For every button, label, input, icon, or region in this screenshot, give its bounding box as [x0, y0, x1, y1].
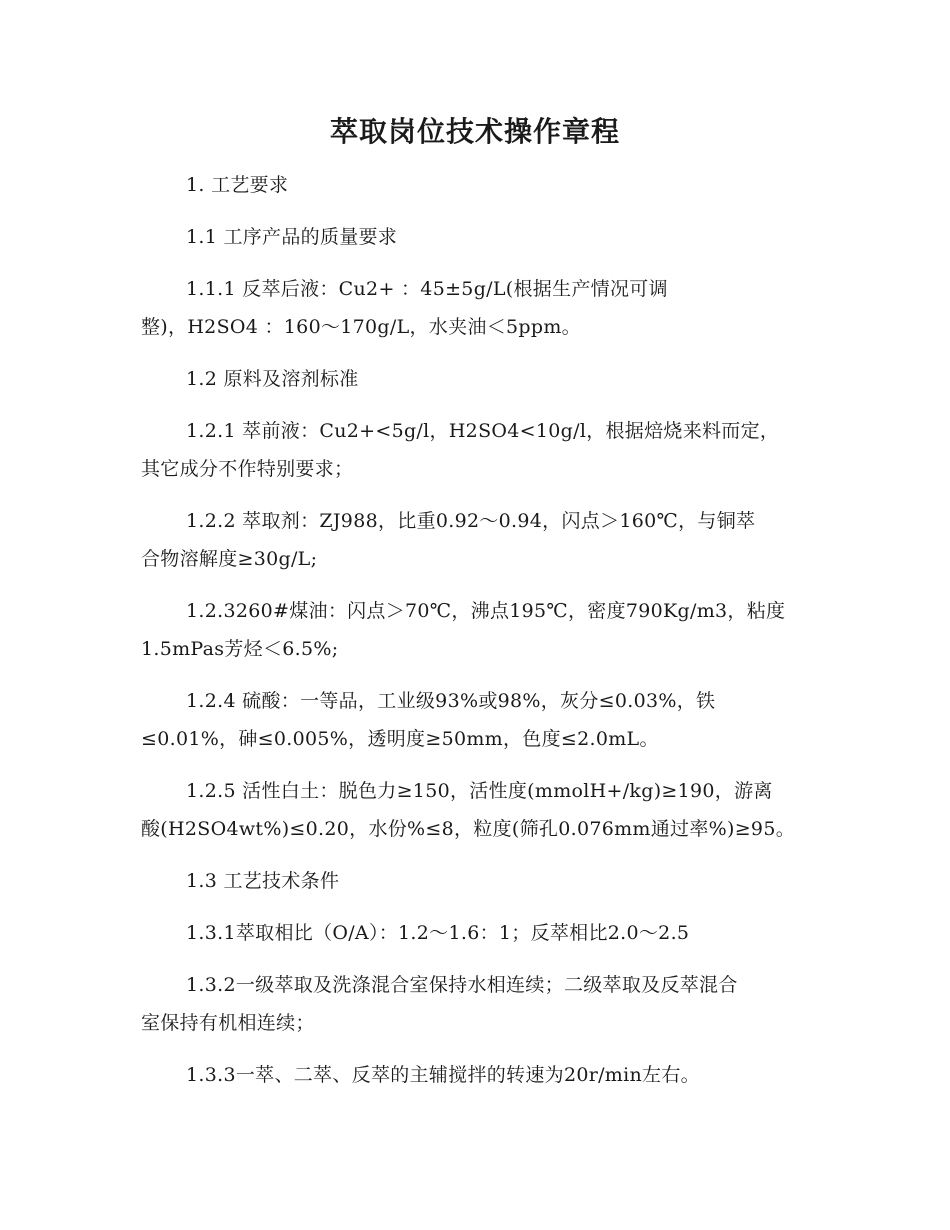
section-heading-1-3: 1.3 工艺技术条件	[186, 870, 340, 892]
paragraph-1-2-1-line2: 其它成分不作特别要求；	[141, 458, 354, 480]
section-heading-1-2: 1.2 原料及溶剂标准	[186, 368, 359, 390]
paragraph-1-2-2-line2: 合物溶解度≥30g/L;	[141, 548, 318, 570]
paragraph-1-2-3-line1: 1.2.3260#煤油：闪点＞70℃，沸点195℃，密度790Kg/m3，粘度	[186, 600, 786, 622]
paragraph-1-1-1-line2: 整)，H2SO4 ：160～170g/L，水夹油＜5ppm。	[141, 316, 581, 338]
paragraph-1-3-2-line1: 1.3.2一级萃取及洗涤混合室保持水相连续；二级萃取及反萃混合	[186, 974, 738, 996]
paragraph-1-3-3: 1.3.3一萃、二萃、反萃的主辅搅拌的转速为20r/min左右。	[186, 1064, 700, 1086]
paragraph-1-3-2-line2: 室保持有机相连续；	[141, 1012, 315, 1034]
document-title: 萃取岗位技术操作章程	[329, 115, 620, 148]
paragraph-1-2-5-line2: 酸(H2SO4wt%)≤0.20，水份%≤8，粒度(筛孔0.076mm通过率%)≥95。	[141, 818, 796, 840]
paragraph-1-2-2-line1: 1.2.2 萃取剂：ZJ988，比重0.92～0.94，闪点＞160℃，与铜萃	[186, 510, 756, 532]
paragraph-1-2-1-line1: 1.2.1 萃前液：Cu2+<5g/l，H2SO4<10g/l，根据焙烧来料而定，	[186, 420, 780, 442]
paragraph-1-2-3-line2: 1.5mPas芳烃＜6.5%;	[141, 638, 339, 660]
paragraph-1-1-1-line1: 1.1.1 反萃后液：Cu2+ ：45±5g/L(根据生产情况可调	[186, 278, 668, 300]
section-heading-1-1: 1.1 工序产品的质量要求	[186, 226, 398, 248]
paragraph-1-2-5-line1: 1.2.5 活性白土：脱色力≥150，活性度(mmolH+/kg)≥190，游离	[186, 780, 773, 802]
paragraph-1-2-4-line1: 1.2.4 硫酸：一等品，工业级93%或98%，灰分≤0.03%，铁	[186, 690, 716, 712]
paragraph-1-3-1: 1.3.1萃取相比（O/A）：1.2～1.6：1；反萃相比2.0～2.5	[186, 922, 690, 944]
section-heading-1: 1. 工艺要求	[186, 174, 289, 196]
paragraph-1-2-4-line2: ≤0.01%，砷≤0.005%，透明度≥50mm，色度≤2.0mL。	[141, 728, 659, 750]
